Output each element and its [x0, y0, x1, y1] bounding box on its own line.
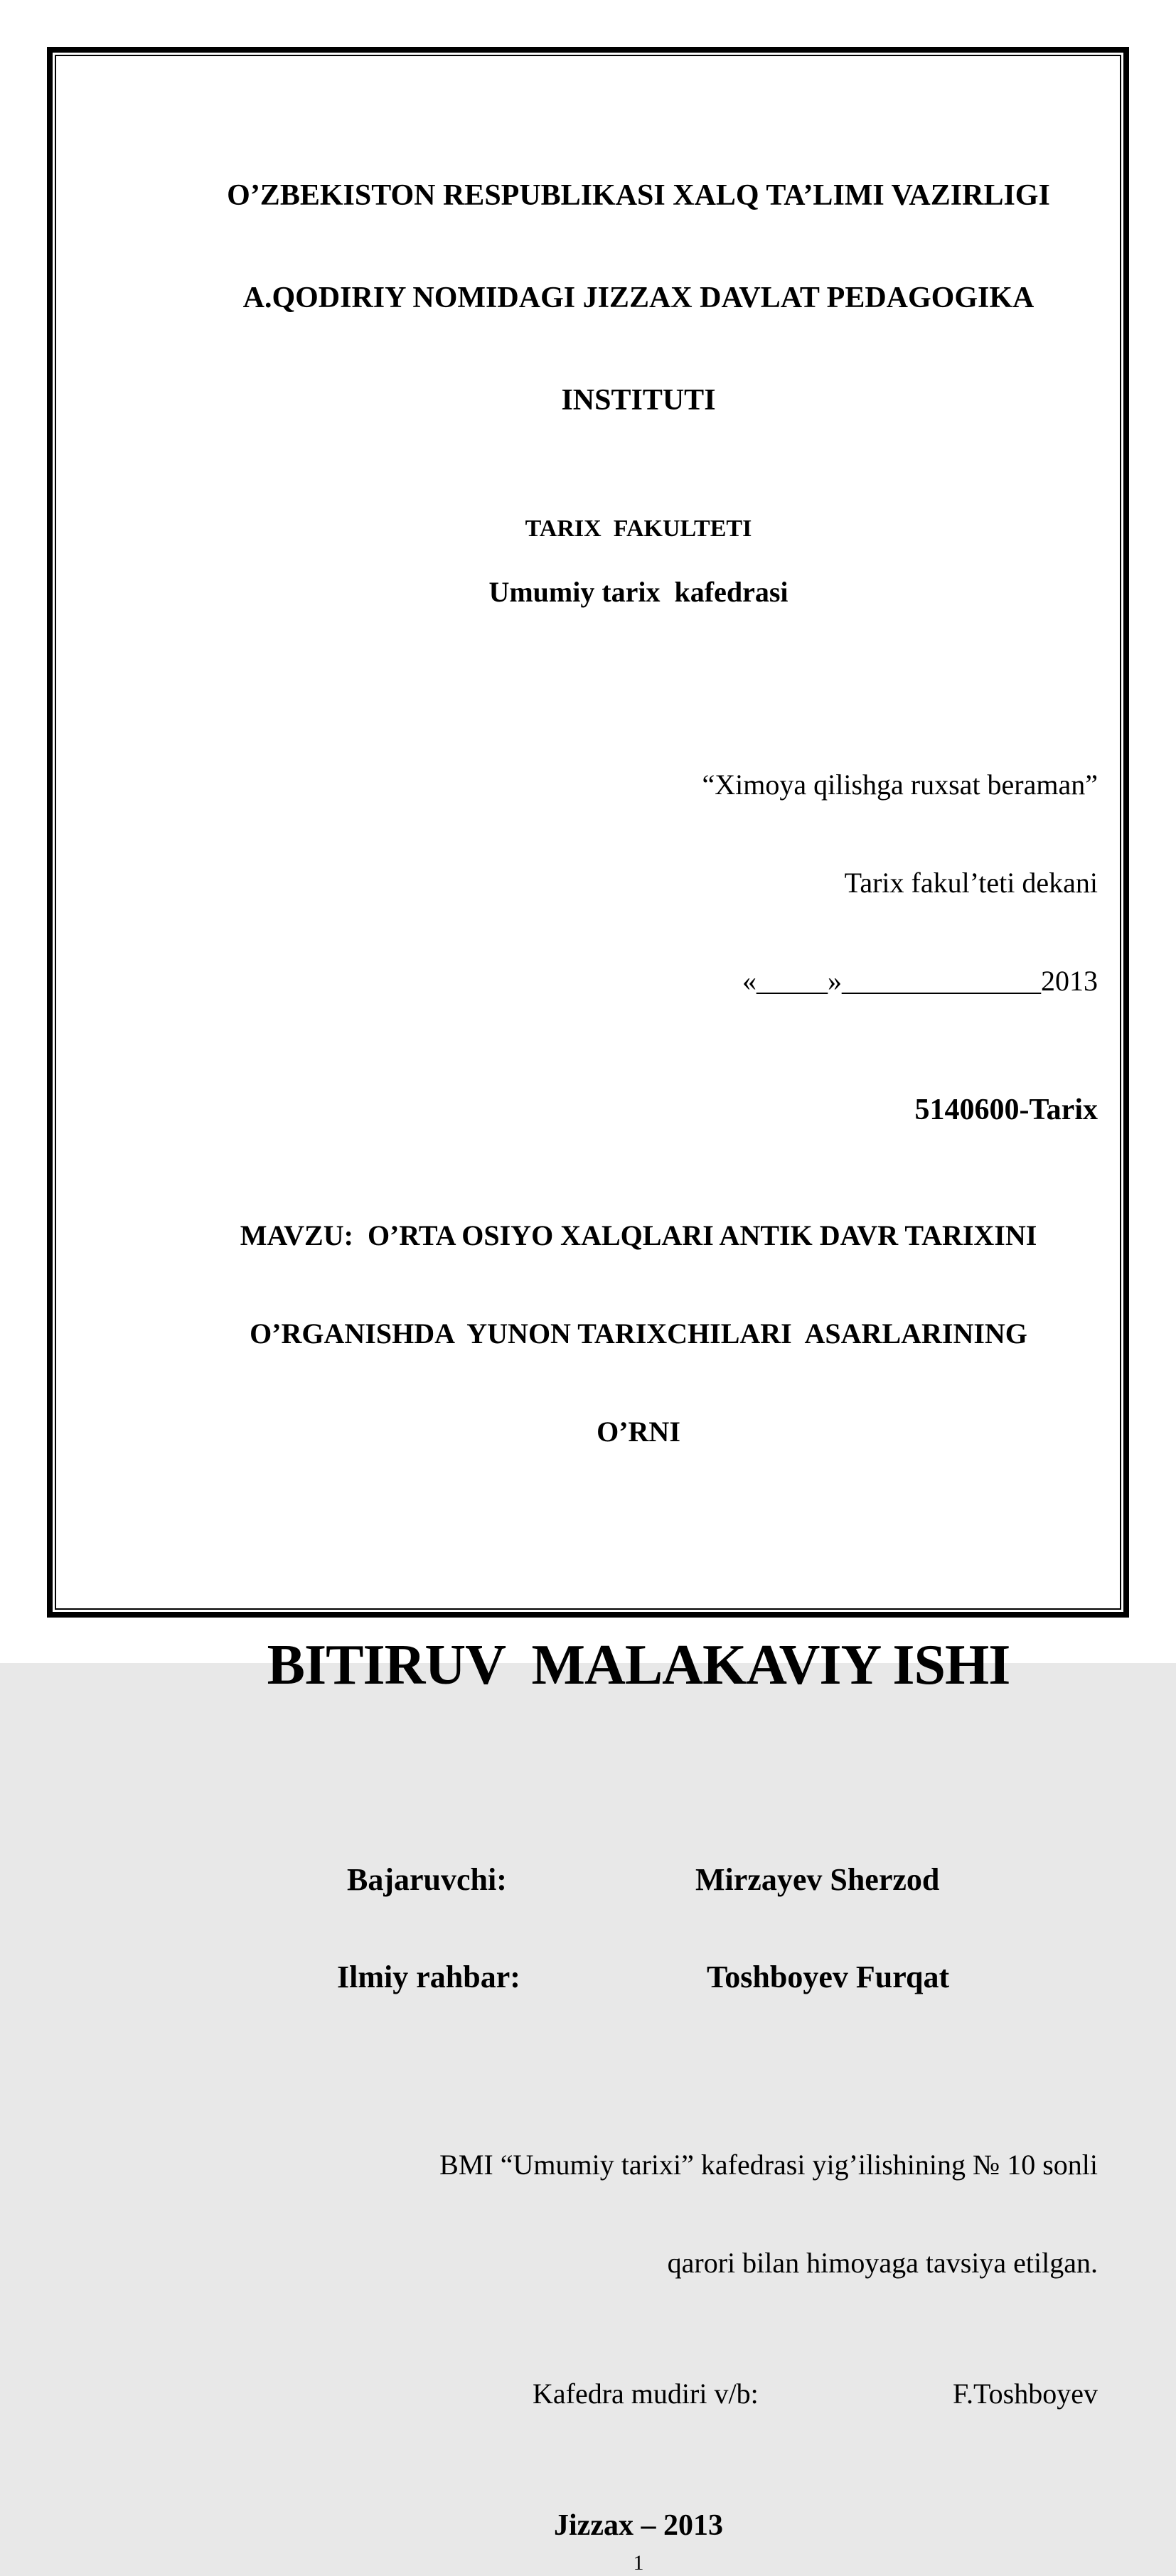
recommendation-line-2: qarori bilan himoyaga tavsiya etilgan. — [667, 2247, 1098, 2279]
department-name: Umumiy tarix kafedrasi — [488, 576, 789, 608]
author-label: Bajaruvchi: — [347, 1862, 507, 1897]
approval-line-1: “Ximoya qilishga ruxsat beraman” — [702, 769, 1098, 801]
ministry-line-2: A.QODIRIY NOMIDAGI JIZZAX DAVLAT PEDAGOGIKA — [242, 282, 1035, 314]
ministry-line-3: INSTITUTI — [561, 384, 716, 417]
advisor-name: Toshboyev Furqat — [707, 1960, 950, 1994]
city-year: Jizzax – 2013 — [554, 2509, 723, 2542]
approval-signature-line: «_____»______________2013 — [742, 965, 1098, 997]
advisor-label: Ilmiy rahbar: — [337, 1960, 520, 1994]
department-head-row — [179, 2377, 1098, 2411]
recommendation-block — [179, 2083, 1098, 2345]
recommendation-line-1: BMI “Umumiy tarixi” kafedrasi yig’ilishining № 10 sonli — [439, 2149, 1098, 2181]
department-head-name: F.Toshboyev — [952, 2378, 1098, 2410]
topic-line-3: O’RNI — [597, 1416, 680, 1448]
specialty-code: 5140600-Tarix — [914, 1094, 1098, 1126]
page-content — [58, 58, 1118, 2575]
author-name: Mirzayev Sherzod — [695, 1862, 940, 1897]
department-head-label: Kafedra mudiri v/b: — [533, 2378, 759, 2410]
page-number: 1 — [633, 2551, 644, 2575]
author-row — [179, 1861, 1098, 1898]
topic-line-2: O’RGANISHDA YUNON TARIXCHILARI ASARLARINING — [250, 1318, 1027, 1350]
thesis-topic — [179, 1154, 1098, 1514]
thesis-title: BITIRUV MALAKAVIY ISHI — [267, 1634, 1010, 1696]
ministry-line-1: O’ZBEKISTON RESPUBLIKASI XALQ TA’LIMI VAZIRLIGI — [227, 179, 1050, 212]
approval-line-2: Tarix fakul’teti dekani — [844, 867, 1098, 899]
approval-block — [179, 703, 1098, 1063]
faculty-name: TARIX FAKULTETI — [525, 515, 752, 542]
topic-line-1: MAVZU: O’RTA OSIYO XALQLARI ANTIK DAVR TARIXINI — [240, 1219, 1037, 1251]
advisor-row — [179, 1958, 1098, 1996]
ministry-header — [179, 110, 1098, 486]
